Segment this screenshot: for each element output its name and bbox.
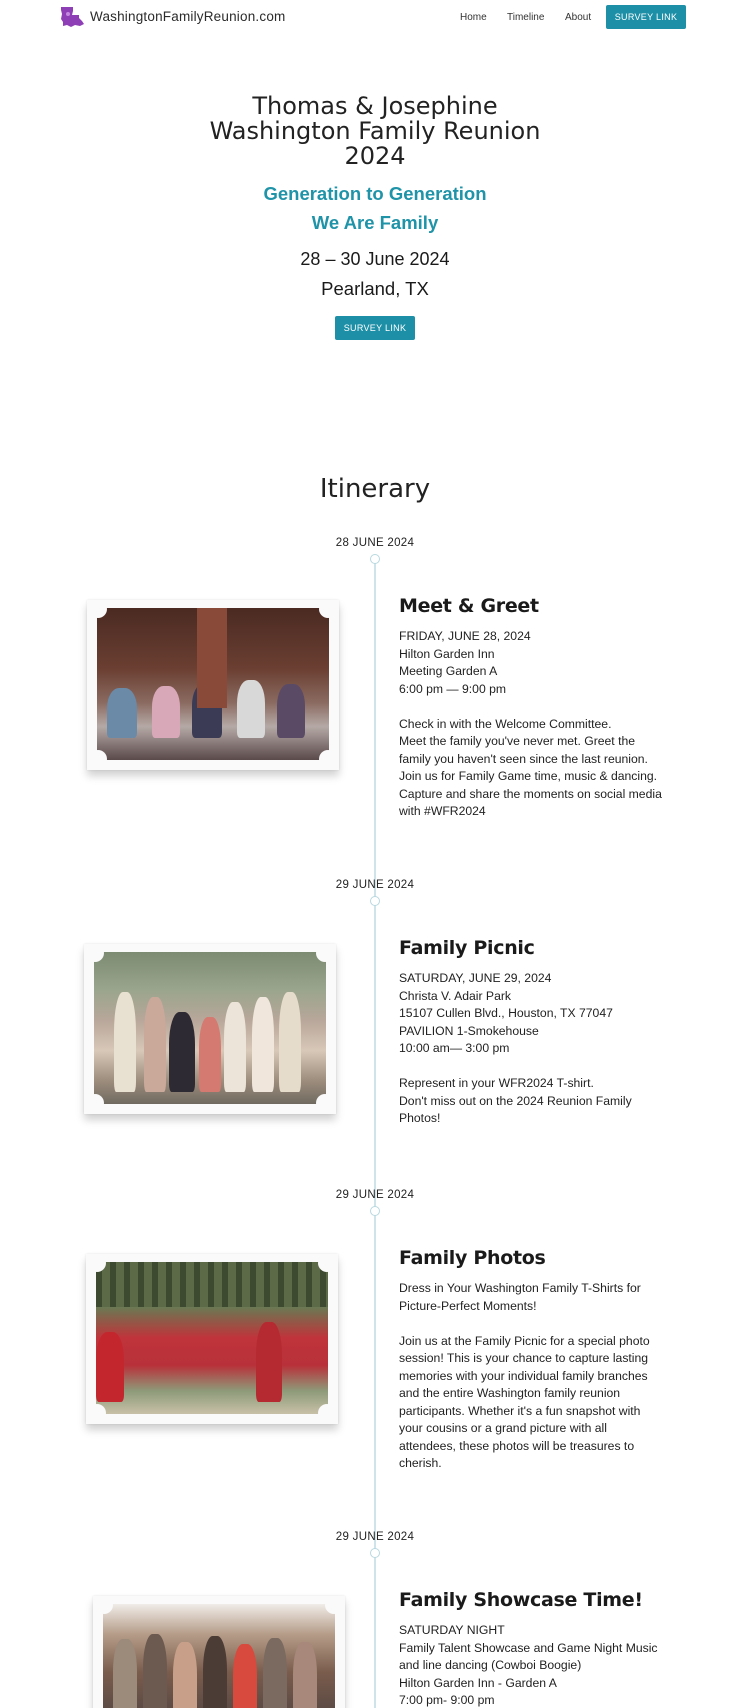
photo-image <box>96 1262 328 1414</box>
event-description-line: Meet the family you've never met. Greet the <box>399 734 636 748</box>
event-details <box>399 1280 684 1473</box>
timeline-dot <box>370 896 380 906</box>
event-photo-family-photos <box>86 1254 338 1424</box>
day-label: 28 JUNE 2024 <box>335 537 415 549</box>
event-details <box>399 970 684 1128</box>
event-description-line: attendees, these photos will be treasures to <box>399 1438 635 1453</box>
day-label: 29 JUNE 2024 <box>335 879 415 891</box>
event-description-line: and the entire Washington family reunion <box>399 1386 621 1400</box>
event-detail-line: SATURDAY, JUNE 29, 2024 <box>399 971 552 985</box>
event-detail-line: 6:00 pm — 9:00 pm <box>399 681 507 696</box>
photo-image <box>97 608 329 760</box>
event-detail-line: Dress in Your Washington Family T-Shirts for <box>399 1281 641 1295</box>
event-detail-line: and line dancing (Cowboi Boogie) <box>399 1658 582 1672</box>
event-dates: 28 – 30 June 2024 <box>300 249 450 269</box>
event-detail-line: PAVILION 1-Smokehouse <box>399 1023 539 1038</box>
hero-title-line: Washington Family Reunion <box>209 117 541 145</box>
hero-title <box>175 94 575 169</box>
hero-title-line: 2024 <box>344 142 406 170</box>
tagline-family: We Are Family <box>311 212 439 233</box>
event-description-line: memories with your individual family branches <box>399 1368 648 1383</box>
day-label: 29 JUNE 2024 <box>335 1189 415 1201</box>
event-detail-line: Christa V. Adair Park <box>399 988 511 1003</box>
photo-image <box>103 1604 335 1708</box>
event-detail-line: Meeting Garden A <box>399 664 498 678</box>
event-description-line: session! This is your chance to capture lasting <box>399 1351 649 1365</box>
event-description-line: cherish. <box>399 1456 442 1470</box>
event-description-line: Represent in your WFR2024 T-shirt. <box>399 1076 594 1090</box>
event-detail-line: 10:00 am— 3:00 pm <box>399 1041 510 1055</box>
event-description-line: Check in with the Welcome Committee. <box>399 716 612 731</box>
nav-about[interactable]: About <box>565 12 592 23</box>
nav-timeline[interactable]: Timeline <box>507 12 545 23</box>
timeline-dot <box>370 554 380 564</box>
louisiana-state-icon[interactable] <box>59 6 85 28</box>
event-title: Meet & Greet <box>399 595 539 617</box>
timeline-dot <box>370 1548 380 1558</box>
event-description-line: Join us at the Family Picnic for a special photo <box>399 1333 650 1348</box>
event-detail-line: 15107 Cullen Blvd., Houston, TX 77047 <box>399 1006 613 1020</box>
event-title: Family Picnic <box>399 937 535 959</box>
itinerary-title: Itinerary <box>319 474 431 504</box>
event-description-line: participants. Whether it's a fun snapshot with <box>399 1403 641 1418</box>
tagline-generation: Generation to Generation <box>263 183 487 204</box>
event-details <box>399 1622 684 1708</box>
event-description-line: family you haven't seen since the last reunion. <box>399 751 648 766</box>
timeline-dot <box>370 1206 380 1216</box>
event-photo-meet-greet <box>87 600 339 770</box>
event-detail-line: Family Talent Showcase and Game Night Music <box>399 1640 658 1655</box>
event-description-line: your cousins or a grand picture with all <box>399 1421 607 1435</box>
event-detail-line: Picture-Perfect Moments! <box>399 1298 537 1313</box>
event-title: Family Photos <box>399 1247 546 1269</box>
survey-link-button-hero[interactable]: SURVEY LINK <box>335 316 415 340</box>
event-detail-line: SATURDAY NIGHT <box>399 1623 505 1637</box>
event-detail-line: Hilton Garden Inn - Garden A <box>399 1675 557 1690</box>
event-title: Family Showcase Time! <box>399 1589 643 1611</box>
event-detail-line: 7:00 pm- 9:00 pm <box>399 1693 495 1707</box>
photo-image <box>94 952 326 1104</box>
site-header <box>0 0 750 34</box>
event-detail-line: FRIDAY, JUNE 28, 2024 <box>399 629 531 643</box>
event-description-line: with #WFR2024 <box>399 804 486 818</box>
nav-home[interactable]: Home <box>460 12 487 23</box>
event-location: Pearland, TX <box>321 278 429 299</box>
hero-title-line: Thomas & Josephine <box>252 92 498 120</box>
event-details <box>399 628 684 821</box>
site-name[interactable]: WashingtonFamilyReunion.com <box>90 9 286 24</box>
event-detail-line: Hilton Garden Inn <box>399 646 495 661</box>
event-description-line: Photos! <box>399 1111 441 1125</box>
event-photo-family-showcase <box>93 1596 345 1708</box>
event-photo-family-picnic <box>84 944 336 1114</box>
day-label: 29 JUNE 2024 <box>335 1531 415 1543</box>
event-description-line: Capture and share the moments on social media <box>399 786 662 801</box>
event-description-line: Don't miss out on the 2024 Reunion Family <box>399 1093 632 1108</box>
survey-link-button-header[interactable]: SURVEY LINK <box>606 5 686 29</box>
event-description-line: Join us for Family Game time, music & dancing. <box>399 769 658 783</box>
